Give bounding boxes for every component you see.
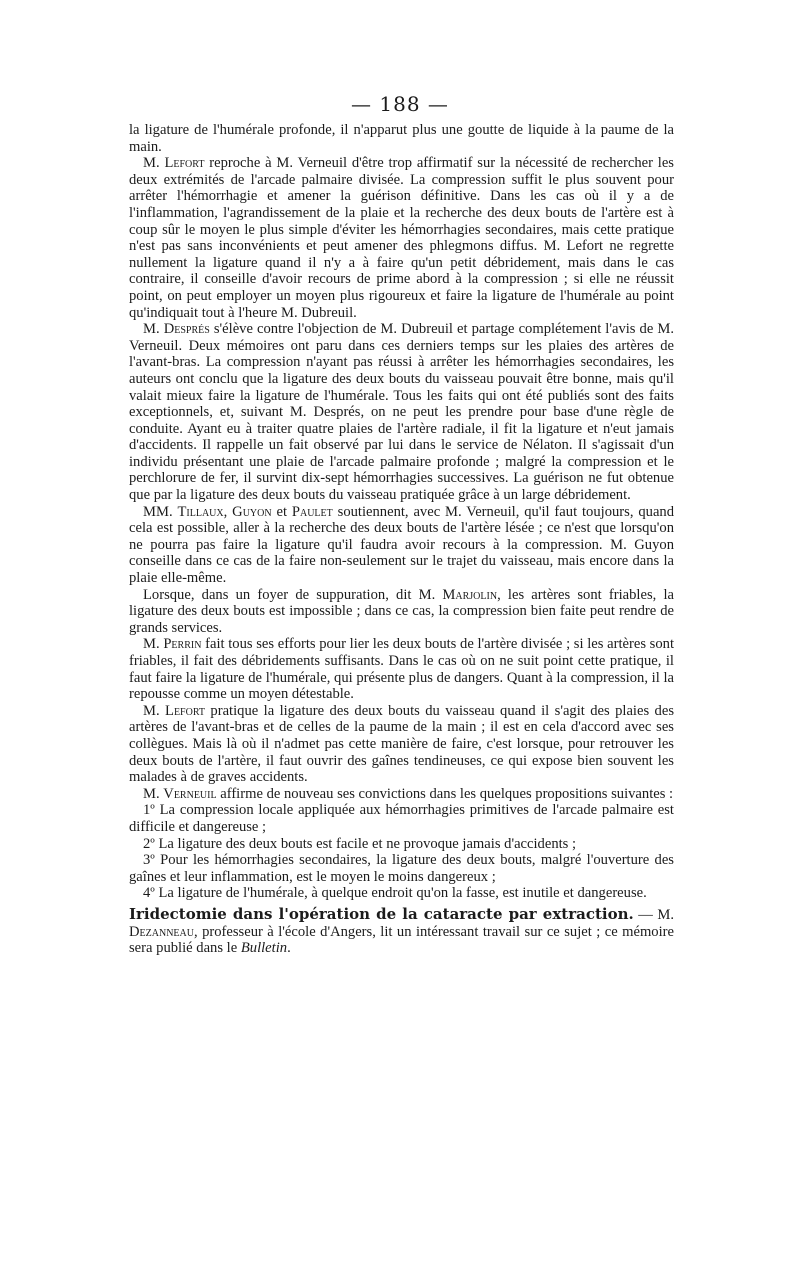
paragraph-text: s'élève contre l'objection de M. Dubreuil et partage complétement l'avis de M. Verneuil. Deux mémoires ont paru dans ces derniers temps sur les plaies des artères de l'avant-bras. La compression n'ayant pas réussi à arrêter les hémorrhagies secondaires, les auteurs ont conclu que la ligature des deux bouts du vaisseau pouvait être bonne, mais qu'il valait mieux faire la ligature de l'humérale. Tous les faits qui ont été publiés sont des faits exceptionnels, et, suivant M. Després, on ne peut les prendre pour base d'une règle de conduite. Ayant eu à traiter quatre plaies de l'artère radiale, il fit la ligature et n'eut jamais d'accidents. Il rappelle un fait observé par lui dans le service de Nélaton. Il s'agissait d'un individu présentant une plaie de l'arcade palmaire profonde ; malgré la compression et le perchlorure de fer, il survint dix-sept hémorrhagies successives. La guérison ne fut obtenue que par la ligature des deux bouts du vaisseau pratiquée grâce à un large débridement. [129, 321, 674, 504]
separator: , [223, 503, 233, 520]
speaker-name: Marjolin [442, 586, 498, 603]
speaker-name: Guyon [232, 503, 272, 520]
paragraph-text: fait tous ses efforts pour lier les deux bouts de l'artère divisée ; si les artères sont friables, il fait des débridements suffisants. Dans le cas où on ne suit point cette pratique, il faut faire la ligature de l'humérale, qui présente plus de dangers. Quant à la compression, il la repousse comme un moyen détestable. [129, 636, 674, 703]
paragraph-lefort [129, 155, 674, 321]
bulletin-title: Bulletin [240, 940, 288, 957]
paragraph-marjolin [129, 587, 674, 637]
speaker-name: Tillaux [177, 503, 224, 520]
period: . [287, 940, 291, 957]
speaker-name: Després [163, 321, 210, 338]
speaker-name: Verneuil [163, 785, 217, 802]
speaker-name: Paulet [291, 503, 333, 520]
speaker-name: Lefort [165, 702, 206, 719]
section-iridectomie [129, 906, 674, 957]
prefix: M. [143, 321, 164, 338]
paragraph-lefort-2 [129, 703, 674, 786]
speaker-name: Dezanneau [129, 923, 194, 940]
paragraph-text: soutiennent, avec M. Verneuil, qu'il faut toujours, quand cela est possible, aller à la recherche des deux bouts de l'artère lésée ; ce n'est que lorsqu'on ne pourra pas faire la ligature qu'il faudra avoir recours à la compression. M. Guyon conseille dans ce cas de la faire non-seulement sur le trajet du vaisseau, mais encore dans la plaie elle-même. [129, 503, 675, 587]
page-number: — 188 — [351, 92, 449, 116]
paragraph-text: reproche à M. Verneuil d'être trop affirmatif sur la nécessité de rechercher les deux extrémités de l'arcade palmaire divisée. La compression suffit le plus souvent pour arrêter l'hémorrhagie et amener la guérison définitive. Dans les cas où il y a de l'inflammation, l'agrandissement de la plaie et la recherche des deux bouts de l'artère est à coup sûr le moyen le plus simple d'éviter les hémorrhagies secondaires, mais cette pratique n'est pas sans inconvénients et peut amener des phlegmons diffus. M. Lefort ne regrette nullement la ligature quand il n'y a à faire qu'un petit débridement, mais dans le cas contraire, il conseille d'avoir recours de prime abord à la compression ; si elle ne réussit point, on peut employer un moyen plus rigoureux et faire la ligature de l'humérale au point qu'indiquait tout à l'heure M. Dubreuil. [129, 155, 674, 321]
dash: — M. [633, 906, 675, 923]
paragraph-text: affirme de nouveau ses convictions dans les quelques propositions suivantes : [216, 785, 674, 802]
paragraph-text: , professeur à l'école d'Angers, lit un intéressant travail sur ce sujet ; ce mémoire sera publié dans le [129, 923, 674, 957]
speaker-name: Perrin [163, 636, 202, 653]
paragraph-perrin [129, 636, 674, 702]
prefix: M. [143, 785, 164, 802]
separator: et [271, 503, 292, 520]
proposition-2: 2º La ligature des deux bouts est facile et ne provoque jamais d'accidents ; [143, 835, 577, 852]
paragraph-text: pratique la ligature des deux bouts du vaisseau quand il s'agit des plaies des artères de l'avant-bras et de celles de la paume de la main ; il est en cela d'accord avec ses collègues. Mais là où il n'admet pas cette manière de faire, c'est lorsque, pour retrouver les deux bouts de l'artère, il faut ouvrir des gaînes tendineuses, ce qui expose bien souvent les malades à de graves accidents. [129, 702, 674, 786]
prefix: M. [143, 155, 165, 172]
speaker-name: Lefort [164, 155, 205, 172]
paragraph-text: , les artères sont friables, la ligature des deux bouts est impossible ; dans ce cas, la compression bien faite peut rendre de grands services. [129, 586, 674, 636]
prefix: MM. [143, 503, 178, 520]
paragraph-continuation: la ligature de l'humérale profonde, il n'apparut plus une goutte de liquide à la paume de la main. [129, 122, 674, 155]
proposition-3: 3º Pour les hémorrhagies secondaires, la ligature des deux bouts, malgré l'ouverture des gaînes et leur inflammation, est le moyen le moins dangereux ; [129, 852, 674, 885]
paragraph-tillaux [129, 504, 674, 587]
paragraph-text: Lorsque, dans un foyer de suppuration, dit M. [143, 586, 443, 603]
proposition-1: 1º La compression locale appliquée aux hémorrhagies primitives de l'arcade palmaire est difficile et dangereuse ; [129, 802, 674, 835]
text-column [129, 122, 674, 957]
prefix: M. [143, 636, 164, 653]
proposition-4: 4º La ligature de l'humérale, à quelque endroit qu'on la fasse, est inutile et dangereuse. [143, 885, 647, 902]
paragraph-verneuil [129, 786, 674, 803]
prefix: M. [143, 702, 166, 719]
paragraph-despres [129, 321, 674, 504]
section-heading: Iridectomie dans l'opération de la cataracte par extraction. [129, 904, 634, 923]
